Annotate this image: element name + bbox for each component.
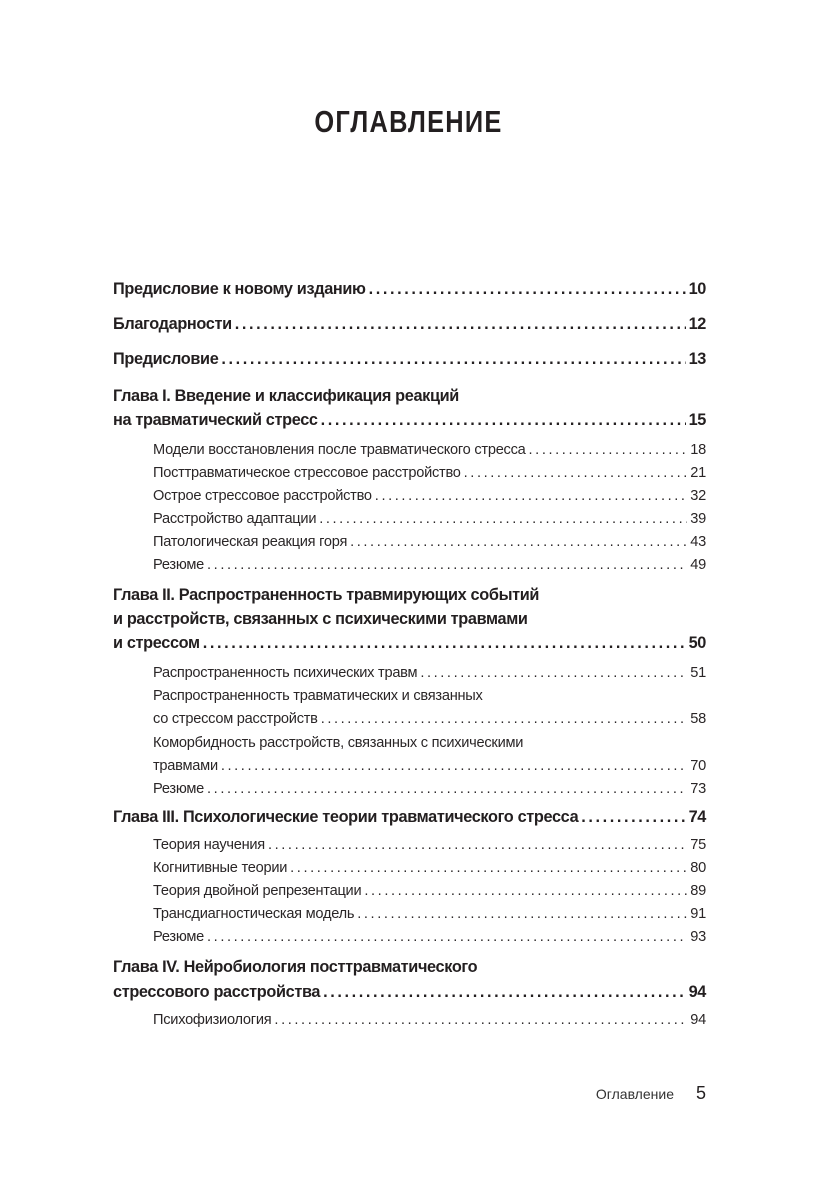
dot-leader xyxy=(207,554,687,576)
entry-page-number: 43 xyxy=(690,534,706,550)
toc-section-entry xyxy=(153,662,706,684)
dot-leader xyxy=(321,409,686,431)
toc-section-entry xyxy=(153,732,706,754)
dot-leader xyxy=(207,926,687,948)
toc-chapter-entry xyxy=(113,956,706,978)
entry-page-number: 89 xyxy=(690,883,706,899)
dot-leader xyxy=(290,857,687,879)
toc-chapter-entry xyxy=(113,278,706,300)
entry-title: Теория двойной репрезентации xyxy=(153,883,362,899)
toc-section-entry xyxy=(153,755,706,777)
entry-title: Резюме xyxy=(153,557,205,573)
entry-title: Благодарности xyxy=(113,315,232,333)
entry-page-number: 91 xyxy=(690,906,706,922)
entry-title: Теория научения xyxy=(153,837,265,853)
dot-leader xyxy=(268,834,687,856)
dot-leader xyxy=(235,313,686,335)
dot-leader xyxy=(203,632,686,654)
dot-leader xyxy=(221,755,687,777)
entry-title: Когнитивные теории xyxy=(153,860,288,876)
entry-title: Глава IV. Нейробиология посттравматического xyxy=(113,958,478,976)
toc-chapter-entry xyxy=(113,313,706,335)
entry-title: Глава III. Психологические теории травматического стресса xyxy=(113,808,579,826)
entry-title: Патологическая реакция горя xyxy=(153,534,348,550)
toc-chapter-entry xyxy=(113,409,706,431)
toc-section-entry xyxy=(153,857,706,879)
entry-page-number: 93 xyxy=(690,929,706,945)
entry-page-number: 51 xyxy=(690,665,706,681)
toc-section-entry xyxy=(153,485,706,507)
dot-leader xyxy=(319,508,687,530)
entry-page-number: 21 xyxy=(690,465,706,481)
dot-leader xyxy=(357,903,687,925)
entry-title: Резюме xyxy=(153,929,205,945)
entry-page-number: 75 xyxy=(690,837,706,853)
entry-title: Распространенность психических травм xyxy=(153,665,418,681)
entry-page-number: 94 xyxy=(688,983,706,1001)
toc-section-entry xyxy=(153,708,706,730)
entry-title: Глава I. Введение и классификация реакций xyxy=(113,387,459,405)
toc-chapter-entry xyxy=(113,348,706,370)
entry-title: Глава II. Распространенность травмирующих событий xyxy=(113,586,540,604)
dot-leader xyxy=(350,531,687,553)
dot-leader xyxy=(529,439,688,461)
entry-page-number: 80 xyxy=(690,860,706,876)
toc-section-entry xyxy=(153,462,706,484)
entry-title: Трансдиагностическая модель xyxy=(153,906,355,922)
toc-section-entry xyxy=(153,439,706,461)
entry-title: Психофизиология xyxy=(153,1012,272,1028)
toc-chapter-entry xyxy=(113,608,706,630)
entry-title: со стрессом расстройств xyxy=(153,711,318,727)
entry-title: Острое стрессовое расстройство xyxy=(153,488,372,504)
entry-page-number: 58 xyxy=(690,711,706,727)
entry-page-number: 15 xyxy=(688,411,706,429)
toc-chapter-entry xyxy=(113,632,706,654)
dot-leader xyxy=(369,278,686,300)
entry-page-number: 12 xyxy=(688,315,706,333)
entry-page-number: 74 xyxy=(688,808,706,826)
toc-section-entry xyxy=(153,531,706,553)
entry-page-number: 18 xyxy=(690,442,706,458)
entry-page-number: 39 xyxy=(690,511,706,527)
entry-page-number: 70 xyxy=(690,758,706,774)
toc-chapter-entry xyxy=(113,584,706,606)
running-footer xyxy=(596,1083,706,1104)
dot-leader xyxy=(323,981,685,1003)
entry-page-number: 50 xyxy=(688,634,706,652)
entry-title: Модели восстановления после травматического стресса xyxy=(153,442,526,458)
dot-leader xyxy=(364,880,687,902)
entry-page-number: 73 xyxy=(690,781,706,797)
toc-section-entry xyxy=(153,685,706,707)
entry-page-number: 13 xyxy=(688,350,706,368)
entry-page-number: 49 xyxy=(690,557,706,573)
entry-title: Посттравматическое стрессовое расстройство xyxy=(153,465,461,481)
entry-title: и стрессом xyxy=(113,634,200,652)
toc-section-entry xyxy=(153,834,706,856)
toc-section-entry xyxy=(153,903,706,925)
toc-section-entry xyxy=(153,508,706,530)
entry-title: Расстройство адаптации xyxy=(153,511,317,527)
entry-title: Резюме xyxy=(153,781,205,797)
entry-page-number: 32 xyxy=(690,488,706,504)
dot-leader xyxy=(375,485,687,507)
entry-title: стрессового расстройства xyxy=(113,983,321,1001)
page-title: ОГЛАВЛЕНИЕ xyxy=(314,104,503,139)
toc-chapter-entry xyxy=(113,385,706,407)
entry-title: Предисловие xyxy=(113,350,219,368)
toc-section-entry xyxy=(153,880,706,902)
dot-leader xyxy=(321,708,688,730)
dot-leader xyxy=(274,1009,687,1031)
toc-section-entry xyxy=(153,778,706,800)
entry-title: на травматический стресс xyxy=(113,411,318,429)
entry-page-number: 94 xyxy=(690,1012,706,1028)
entry-title: Распространенность травматических и связанных xyxy=(153,688,483,704)
entry-title: Коморбидность расстройств, связанных с психическими xyxy=(153,735,524,751)
toc-section-entry xyxy=(153,554,706,576)
dot-leader xyxy=(581,806,685,828)
page-number: 5 xyxy=(695,1083,706,1103)
toc-chapter-entry xyxy=(113,981,706,1003)
footer-section-title: Оглавление xyxy=(595,1086,674,1102)
toc-section-entry xyxy=(153,1009,706,1031)
dot-leader xyxy=(221,348,685,370)
entry-title: и расстройств, связанных с психическими травмами xyxy=(113,610,528,628)
dot-leader xyxy=(464,462,688,484)
toc-chapter-entry xyxy=(113,806,706,828)
entry-title: травмами xyxy=(153,758,218,774)
dot-leader xyxy=(207,778,687,800)
dot-leader xyxy=(420,662,687,684)
toc-section-entry xyxy=(153,926,706,948)
entry-title: Предисловие к новому изданию xyxy=(113,280,366,298)
entry-page-number: 10 xyxy=(688,280,706,298)
